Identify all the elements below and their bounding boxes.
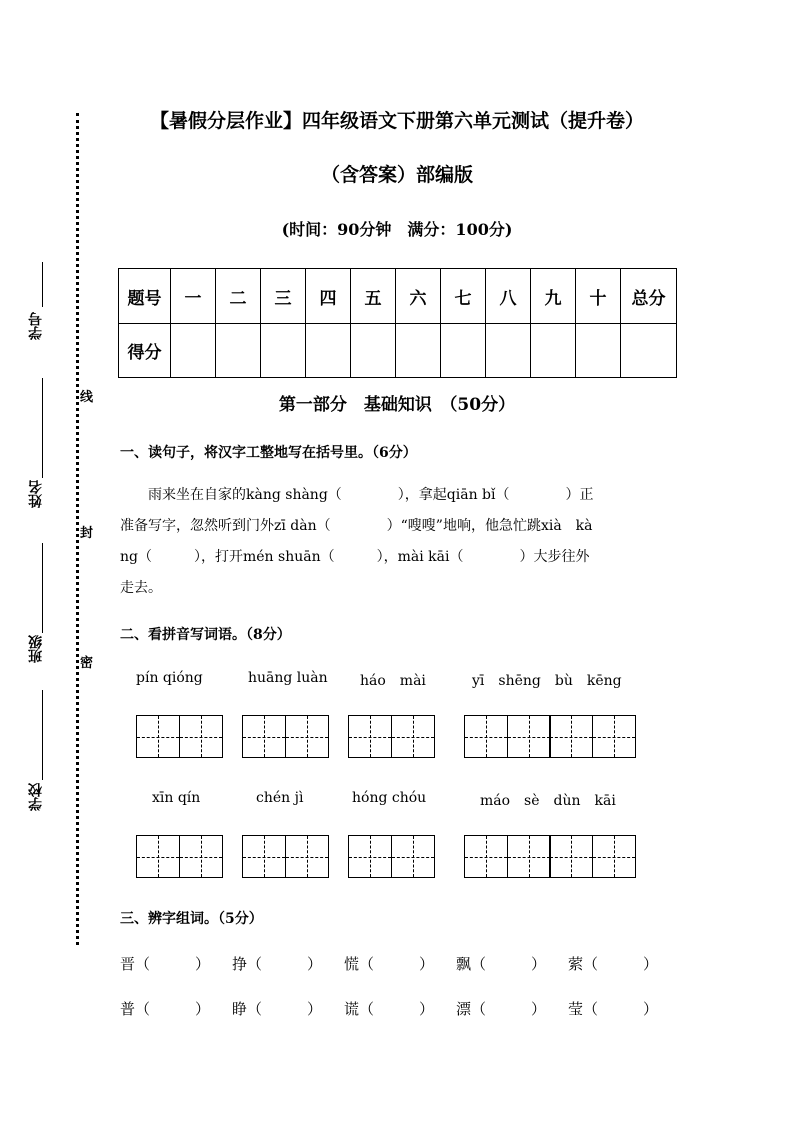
q1-line: 走去。 [120, 580, 162, 596]
score-cell[interactable] [216, 324, 261, 378]
score-table-header-cell: 三 [261, 269, 306, 324]
pinyin-label: yī shēng bù kēng [472, 673, 622, 689]
writing-grid[interactable] [242, 835, 329, 878]
score-cell[interactable] [351, 324, 396, 378]
pinyin-label: huāng luàn [248, 670, 328, 686]
word-group-row [120, 953, 680, 974]
q1-paragraph [120, 480, 676, 604]
pinyin-label: pín qióng [136, 670, 203, 686]
word-group-item[interactable]: 挣（ ） [232, 955, 323, 973]
score-table-header-cell: 二 [216, 269, 261, 324]
word-group-item[interactable]: 谎（ ） [344, 1000, 435, 1018]
score-cell[interactable] [531, 324, 576, 378]
q3-heading: 三、辨字组词。（5分） [120, 911, 263, 927]
cut-word-line: 线 [80, 390, 94, 405]
student-id-label: 学号 [28, 312, 44, 340]
word-group-item[interactable]: 飘（ ） [456, 955, 547, 973]
score-table-header-cell: 九 [531, 269, 576, 324]
pinyin-label: máo sè dùn kāi [480, 793, 616, 809]
score-table-header-cell: 一 [171, 269, 216, 324]
score-table [118, 268, 677, 378]
page-subtitle: （含答案）部编版 [320, 164, 473, 186]
score-table-score-row [119, 324, 677, 378]
score-table-header-cell: 六 [396, 269, 441, 324]
q2-heading: 二、看拼音写词语。（8分） [120, 627, 291, 643]
part1-title: 第一部分 基础知识 （50分） [278, 395, 516, 415]
word-group-row [120, 998, 680, 1019]
score-table-header-cell: 八 [486, 269, 531, 324]
page-title: 【暑假分层作业】四年级语文下册第六单元测试（提升卷） [149, 110, 644, 132]
word-group-item[interactable]: 睁（ ） [232, 1000, 323, 1018]
writing-grid[interactable] [242, 715, 329, 758]
student-id-line [42, 262, 43, 307]
score-table-header-cell: 十 [576, 269, 621, 324]
q1-heading: 一、读句子，将汉字工整地写在括号里。（6分） [120, 445, 417, 461]
writing-grid[interactable] [348, 835, 435, 878]
school-label: 学校 [28, 783, 44, 811]
q1-line: 准备写字，忽然听到门外zī dàn（ ）“嗖嗖”地响，他急忙跳xià kà [120, 518, 593, 534]
cut-word-secret: 密 [80, 656, 94, 671]
word-group-item[interactable]: 慌（ ） [344, 955, 435, 973]
score-cell[interactable] [396, 324, 441, 378]
score-table-header-cell: 题号 [119, 269, 171, 324]
score-label: 得分 [119, 324, 171, 378]
writing-grid[interactable] [464, 715, 636, 758]
pinyin-label: hóng chóu [352, 790, 427, 806]
word-group-item[interactable]: 漂（ ） [456, 1000, 547, 1018]
class-line [42, 543, 43, 633]
pinyin-label: xīn qín [152, 790, 201, 806]
score-cell[interactable] [261, 324, 306, 378]
score-table-header-cell: 总分 [621, 269, 677, 324]
word-group-item[interactable]: 莹（ ） [568, 1000, 659, 1018]
exam-time-info: (时间：90分钟 满分：100分) [281, 220, 513, 239]
writing-grid[interactable] [348, 715, 435, 758]
score-cell[interactable] [171, 324, 216, 378]
name-label: 姓名 [28, 480, 44, 508]
word-group-item[interactable]: 晋（ ） [120, 955, 211, 973]
word-group-item[interactable]: 萦（ ） [568, 955, 659, 973]
writing-grid[interactable] [464, 835, 636, 878]
q1-line: ng（ ），打开mén shuān（ ），mài kāi（ ）大步往外 [120, 549, 590, 565]
pinyin-label: chén jì [256, 790, 304, 806]
writing-grid[interactable] [136, 715, 223, 758]
word-group-item[interactable]: 普（ ） [120, 1000, 211, 1018]
score-cell[interactable] [441, 324, 486, 378]
q1-line: 雨来坐在自家的kàng shàng（ ），拿起qiān bǐ（ ）正 [120, 487, 594, 503]
score-cell[interactable] [306, 324, 351, 378]
school-line [42, 690, 43, 780]
score-table-header-row [119, 269, 677, 324]
score-table-header-cell: 五 [351, 269, 396, 324]
score-cell[interactable] [621, 324, 677, 378]
score-cell[interactable] [576, 324, 621, 378]
class-label: 班级 [28, 635, 44, 663]
score-table-header-cell: 四 [306, 269, 351, 324]
cut-word-seal: 封 [80, 526, 94, 541]
writing-grid[interactable] [136, 835, 223, 878]
pinyin-label: háo mài [360, 673, 426, 689]
score-cell[interactable] [486, 324, 531, 378]
score-table-header-cell: 七 [441, 269, 486, 324]
